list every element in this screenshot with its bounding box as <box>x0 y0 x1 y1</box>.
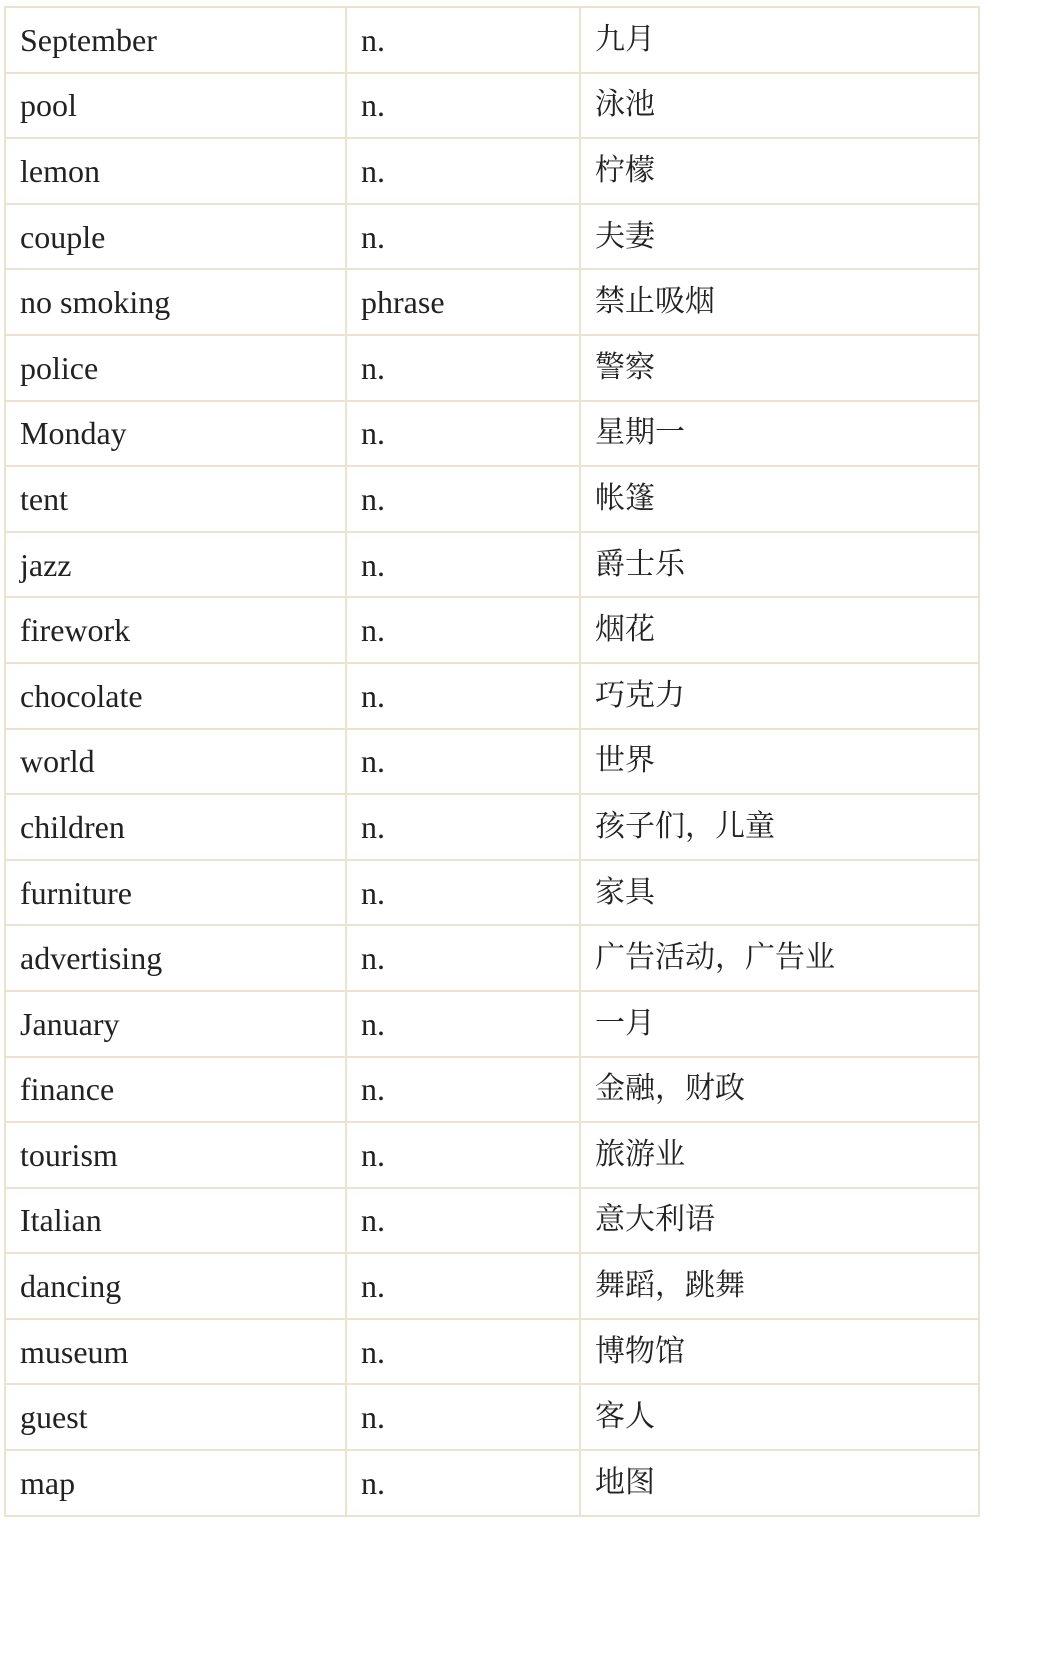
table-row <box>5 1450 979 1516</box>
meaning-cell: 柠檬 <box>580 138 979 204</box>
vocabulary-table <box>4 6 980 1517</box>
meaning-cell: 地图 <box>580 1450 979 1516</box>
word-cell: chocolate <box>5 663 346 729</box>
meaning-cell: 广告活动，广告业 <box>580 925 979 991</box>
word-cell: children <box>5 794 346 860</box>
part-of-speech-cell: n. <box>346 1122 580 1188</box>
meaning-cell: 巧克力 <box>580 663 979 729</box>
word-cell: pool <box>5 73 346 139</box>
meaning-cell: 星期一 <box>580 401 979 467</box>
part-of-speech-cell: phrase <box>346 269 580 335</box>
word-cell: tent <box>5 466 346 532</box>
table-row <box>5 204 979 270</box>
part-of-speech-cell: n. <box>346 1057 580 1123</box>
table-row <box>5 663 979 729</box>
word-cell: January <box>5 991 346 1057</box>
table-row <box>5 466 979 532</box>
table-row <box>5 1319 979 1385</box>
word-cell: jazz <box>5 532 346 598</box>
table-row <box>5 73 979 139</box>
part-of-speech-cell: n. <box>346 466 580 532</box>
table-row <box>5 269 979 335</box>
meaning-cell: 泳池 <box>580 73 979 139</box>
part-of-speech-cell: n. <box>346 73 580 139</box>
word-cell: furniture <box>5 860 346 926</box>
word-cell: museum <box>5 1319 346 1385</box>
word-cell: world <box>5 729 346 795</box>
table-row <box>5 794 979 860</box>
part-of-speech-cell: n. <box>346 860 580 926</box>
part-of-speech-cell: n. <box>346 1384 580 1450</box>
table-row <box>5 335 979 401</box>
part-of-speech-cell: n. <box>346 1188 580 1254</box>
table-row <box>5 138 979 204</box>
meaning-cell: 旅游业 <box>580 1122 979 1188</box>
table-row <box>5 532 979 598</box>
part-of-speech-cell: n. <box>346 1253 580 1319</box>
table-row <box>5 1253 979 1319</box>
meaning-cell: 舞蹈，跳舞 <box>580 1253 979 1319</box>
part-of-speech-cell: n. <box>346 925 580 991</box>
meaning-cell: 警察 <box>580 335 979 401</box>
part-of-speech-cell: n. <box>346 401 580 467</box>
part-of-speech-cell: n. <box>346 597 580 663</box>
part-of-speech-cell: n. <box>346 7 580 73</box>
part-of-speech-cell: n. <box>346 1319 580 1385</box>
part-of-speech-cell: n. <box>346 204 580 270</box>
meaning-cell: 世界 <box>580 729 979 795</box>
table-row <box>5 1057 979 1123</box>
meaning-cell: 客人 <box>580 1384 979 1450</box>
part-of-speech-cell: n. <box>346 729 580 795</box>
word-cell: tourism <box>5 1122 346 1188</box>
meaning-cell: 九月 <box>580 7 979 73</box>
part-of-speech-cell: n. <box>346 1450 580 1516</box>
word-cell: map <box>5 1450 346 1516</box>
part-of-speech-cell: n. <box>346 794 580 860</box>
meaning-cell: 金融，财政 <box>580 1057 979 1123</box>
table-row <box>5 925 979 991</box>
word-cell: firework <box>5 597 346 663</box>
part-of-speech-cell: n. <box>346 138 580 204</box>
table-row <box>5 1122 979 1188</box>
table-row <box>5 1188 979 1254</box>
word-cell: no smoking <box>5 269 346 335</box>
word-cell: guest <box>5 1384 346 1450</box>
part-of-speech-cell: n. <box>346 335 580 401</box>
meaning-cell: 一月 <box>580 991 979 1057</box>
table-row <box>5 597 979 663</box>
part-of-speech-cell: n. <box>346 663 580 729</box>
word-cell: finance <box>5 1057 346 1123</box>
meaning-cell: 博物馆 <box>580 1319 979 1385</box>
part-of-speech-cell: n. <box>346 532 580 598</box>
table-row <box>5 1384 979 1450</box>
meaning-cell: 爵士乐 <box>580 532 979 598</box>
word-cell: dancing <box>5 1253 346 1319</box>
meaning-cell: 孩子们，儿童 <box>580 794 979 860</box>
word-cell: Italian <box>5 1188 346 1254</box>
meaning-cell: 夫妻 <box>580 204 979 270</box>
meaning-cell: 禁止吸烟 <box>580 269 979 335</box>
word-cell: lemon <box>5 138 346 204</box>
word-cell: Monday <box>5 401 346 467</box>
table-row <box>5 729 979 795</box>
vocabulary-table-body <box>5 7 979 1516</box>
meaning-cell: 烟花 <box>580 597 979 663</box>
table-row <box>5 860 979 926</box>
meaning-cell: 帐篷 <box>580 466 979 532</box>
table-row <box>5 991 979 1057</box>
word-cell: couple <box>5 204 346 270</box>
meaning-cell: 家具 <box>580 860 979 926</box>
meaning-cell: 意大利语 <box>580 1188 979 1254</box>
word-cell: advertising <box>5 925 346 991</box>
table-row <box>5 401 979 467</box>
table-row <box>5 7 979 73</box>
word-cell: September <box>5 7 346 73</box>
word-cell: police <box>5 335 346 401</box>
part-of-speech-cell: n. <box>346 991 580 1057</box>
